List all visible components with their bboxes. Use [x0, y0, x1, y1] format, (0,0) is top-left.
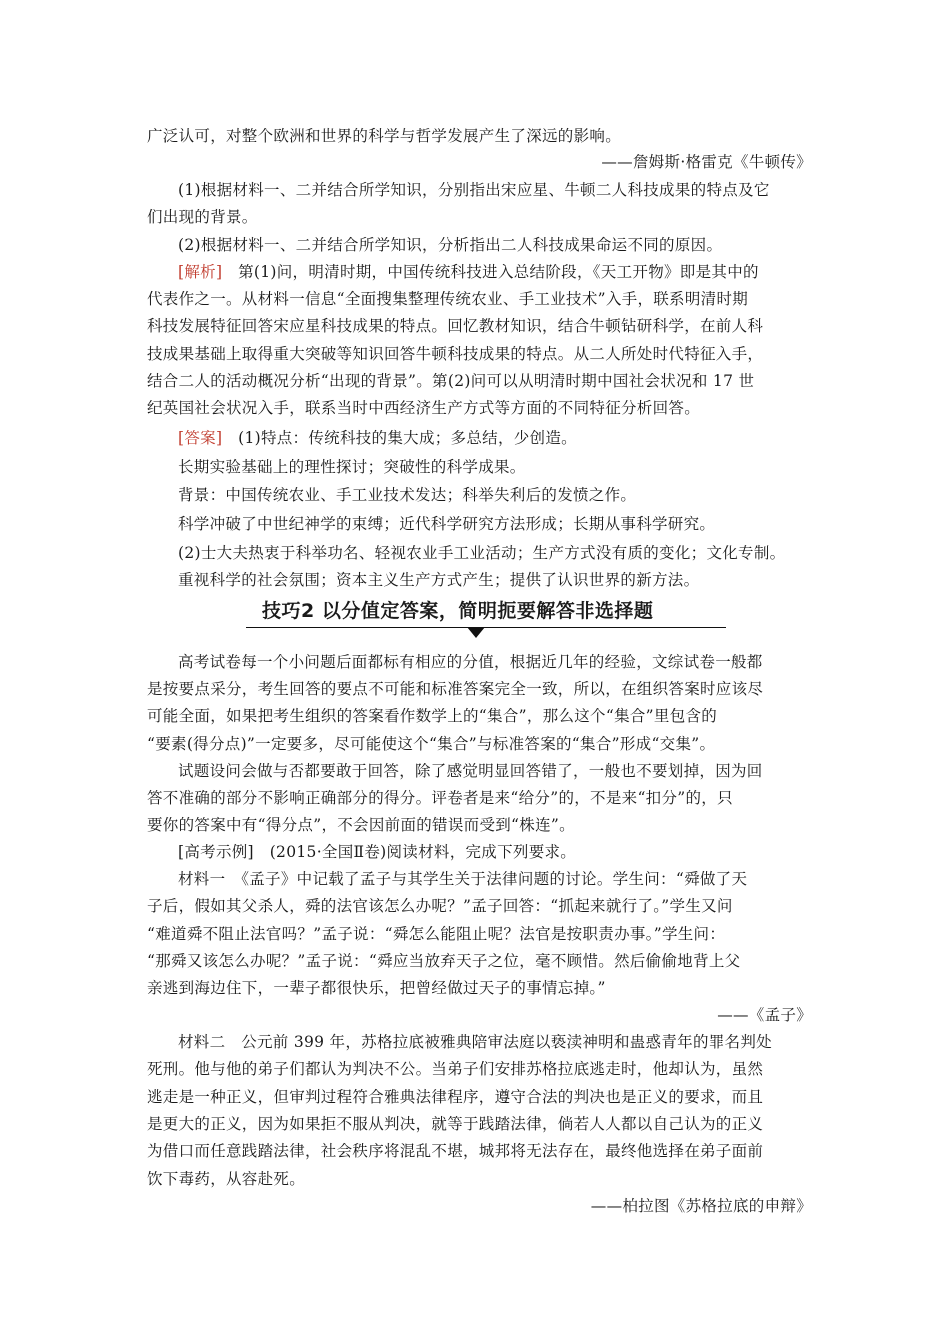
analysis-line: 科技发展特征回答宋应星科技成果的特点。回忆教材知识，结合牛顿钻研科学，在前人科	[147, 317, 764, 335]
material-2-line: 为借口而任意践踏法律，社会秩序将混乱不堪，城邦将无法存在，最终他选择在弟子面前	[147, 1142, 764, 1160]
material-2-line: 材料二 公元前 399 年，苏格拉底被雅典陪审法庭以亵渎神明和蛊惑青年的罪名判处	[178, 1033, 772, 1051]
section-title: 技巧2 以分值定答案，简明扼要解答非选择题	[262, 600, 654, 622]
material-1-line: 子后，假如其父杀人，舜的法官该怎么办呢？”孟子回答：“抓起来就行了。”学生又问	[147, 897, 733, 915]
answer-line	[178, 428, 577, 448]
question-2: (2)根据材料一、二并结合所学知识，分析指出二人科技成果命运不同的原因。	[178, 236, 723, 254]
material-1-line: “难道舜不阻止法官吗？”孟子说：“舜怎么能阻止呢？法官是按职责办事。”学生问：	[147, 925, 726, 943]
question-1-line: (1)根据材料一、二并结合所学知识，分别指出宋应星、牛顿二人科技成果的特点及它	[178, 181, 770, 199]
title-underline	[246, 627, 726, 628]
paragraph-line: “要素(得分点)”一定要多，尽可能使这个“集合”与标准答案的“集合”形成“交集”。	[147, 735, 716, 753]
answer-line: 重视科学的社会氛围；资本主义生产方式产生；提供了认识世界的新方法。	[178, 571, 700, 589]
material-2-line: 是更大的正义，因为如果拒不服从判决，就等于践踏法律，倘若人人都以自己认为的正义	[147, 1115, 764, 1133]
answer-text: (1)特点：传统科技的集大成；多总结，少创造。	[222, 429, 577, 447]
source-citation: ——《孟子》	[717, 1006, 812, 1024]
analysis-line: 技成果基础上取得重大突破等知识回答牛顿科技成果的特点。从二人所处时代特征入手，	[147, 345, 764, 363]
paragraph-line: 要你的答案中有“得分点”，不会因前面的错误而受到“株连”。	[147, 816, 575, 834]
text-line: 广泛认可，对整个欧洲和世界的科学与哲学发展产生了深远的影响。	[147, 127, 622, 145]
analysis-line: 纪英国社会状况入手，联系当时中西经济生产方式等方面的不同特征分析回答。	[147, 399, 701, 417]
answer-line: 科学冲破了中世纪神学的束缚；近代科学研究方法形成；长期从事科学研究。	[178, 515, 716, 533]
analysis-text: 第(1)问，明清时期，中国传统科技进入总结阶段，《天工开物》即是其中的	[222, 263, 759, 281]
paragraph-line: 高考试卷每一个小问题后面都标有相应的分值，根据近几年的经验，文综试卷一般都	[178, 653, 763, 671]
paragraph-line: 答不准确的部分不影响正确部分的得分。评卷者是来“给分”的，不是来“扣分”的，只	[147, 789, 733, 807]
answer-tag: [答案]	[178, 429, 223, 447]
triangle-marker-icon	[467, 627, 485, 638]
material-2-line: 死刑。他与他的弟子们都认为判决不公。当弟子们安排苏格拉底逃走时，他却认为，虽然	[147, 1060, 764, 1078]
paragraph-line: 是按要点采分，考生回答的要点不可能和标准答案完全一致，所以，在组织答案时应该尽	[147, 680, 764, 698]
source-citation: ——柏拉图《苏格拉底的申辩》	[590, 1197, 812, 1215]
material-1-line: “那舜又该怎么办呢？”孟子说：“舜应当放弃天子之位，毫不顾惜。然后偷偷地背上父	[147, 952, 741, 970]
paragraph-line: 可能全面，如果把考生组织的答案看作数学上的“集合”，那么这个“集合”里包含的	[147, 707, 718, 725]
analysis-tag: [解析]	[178, 263, 223, 281]
analysis-line: 结合二人的活动概况分析“出现的背景”。第(2)问可以从明清时期中国社会状况和 17 世	[147, 372, 755, 390]
analysis-line: 代表作之一。从材料一信息“全面搜集整理传统农业、手工业技术”入手，联系明清时期	[147, 290, 749, 308]
analysis-line	[178, 262, 759, 282]
material-2-line: 饮下毒药，从容赴死。	[147, 1170, 306, 1188]
paragraph-line: 试题设问会做与否都要敢于回答，除了感觉明显回答错了，一般也不要划掉，因为回	[178, 762, 763, 780]
answer-line: (2)士大夫热衷于科举功名、轻视农业手工业活动；生产方式没有质的变化；文化专制。	[178, 544, 786, 562]
answer-line: 背景：中国传统农业、手工业技术发达；科举失利后的发愤之作。	[178, 486, 637, 504]
question-1-line: 们出现的背景。	[147, 208, 258, 226]
answer-line: 长期实验基础上的理性探讨；突破性的科学成果。	[178, 458, 526, 476]
material-1-line: 亲逃到海边住下，一辈子都很快乐，把曾经做过天子的事情忘掉。”	[147, 979, 606, 997]
material-2-line: 逃走是一种正义，但审判过程符合雅典法律程序，遵守合法的判决也是正义的要求，而且	[147, 1088, 764, 1106]
material-1-line: 材料一 《孟子》中记载了孟子与其学生关于法律问题的讨论。学生问：“舜做了天	[178, 870, 748, 888]
source-citation: ——詹姆斯·格雷克《牛顿传》	[601, 153, 812, 171]
exam-example-heading: [高考示例] (2015·全国Ⅱ卷)阅读材料，完成下列要求。	[178, 843, 577, 861]
